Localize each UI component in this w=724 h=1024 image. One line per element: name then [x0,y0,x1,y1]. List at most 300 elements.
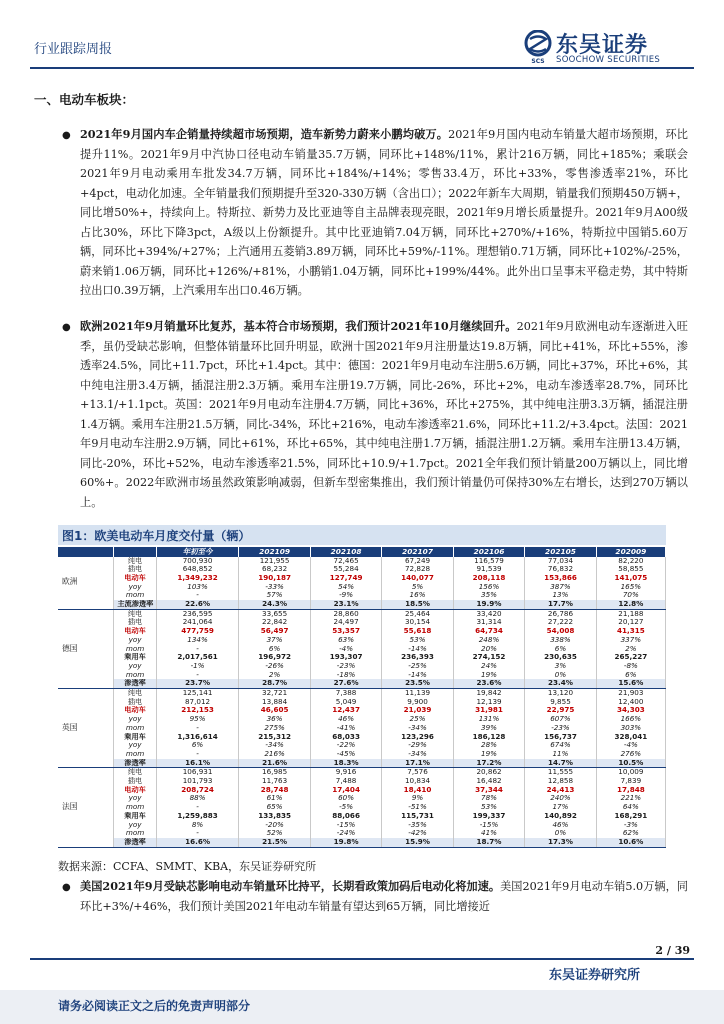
footer-band [0,990,724,1024]
table-cell: 78% [453,794,524,803]
table-row [58,671,666,680]
table-cell: 674% [525,741,596,750]
table-cell: 648,852 [156,565,239,574]
table-cell: - [156,671,239,680]
table-cell: -29% [382,741,453,750]
row-label: 纯电 [114,768,156,777]
table-cell: 18,410 [382,786,453,795]
table-cell: 31,314 [453,618,524,627]
table-cell: 68,033 [310,733,381,742]
table-row [58,794,666,803]
table-cell: -33% [239,583,310,592]
table-cell: 16.6% [156,838,239,847]
paragraph-domestic [80,125,688,301]
column-header: 202108 [310,547,381,557]
column-header: 202105 [525,547,596,557]
region-label: 欧洲 [58,557,114,610]
table-cell: 27.6% [310,679,381,688]
table-cell: 46% [310,715,381,724]
table-cell: 133,835 [239,812,310,821]
row-label: 插电 [114,698,156,707]
table-cell: 166% [596,715,665,724]
table-cell: 5,049 [310,698,381,707]
table-cell: 39% [453,724,524,733]
table-row [58,777,666,786]
table-cell: 53% [453,803,524,812]
table-row [58,689,666,698]
table-cell: -15% [310,821,381,830]
table-cell: 65% [239,803,310,812]
table-cell: 18.5% [382,600,453,609]
table-cell: 141,075 [596,574,665,583]
table-cell: 21.5% [239,838,310,847]
table-row [58,786,666,795]
table-row [58,829,666,838]
table-cell: 21,188 [596,609,665,618]
section-title: 一、电动车板块： [34,92,135,107]
paragraph-lead: 2021年9月国内车企销量持续超市场预期，造车新势力蔚来小鹏均破万。 [80,127,449,141]
table-cell: 16,985 [239,768,310,777]
table-cell: 387% [525,583,596,592]
table-cell: 53,357 [310,627,381,636]
row-label: 渗透率 [114,838,156,847]
table-cell: 12,858 [525,777,596,786]
table-row [58,679,666,688]
table-cell: 153,866 [525,574,596,583]
table-row [58,583,666,592]
table-row [58,627,666,636]
row-label: mom [114,724,156,733]
disclaimer-link[interactable]: 请务必阅读正文之后的免责声明部分 [58,999,251,1013]
table-cell: 33,420 [453,609,524,618]
table-cell: 22.6% [156,600,239,609]
ev-delivery-table [58,547,666,848]
table-cell: 24,497 [310,618,381,627]
paragraph-lead: 美国2021年9月受缺芯影响电动车销量环比持平，长期看政策加码后电动化将加速。 [80,879,501,893]
table-cell: 37% [239,636,310,645]
table-cell: 24% [453,662,524,671]
table-cell: 236,595 [156,609,239,618]
table-cell: 125,141 [156,689,239,698]
table-cell: 131% [453,715,524,724]
table-cell: 67,249 [382,557,453,566]
table-cell: 208,118 [453,574,524,583]
table-cell: 0% [525,671,596,680]
table-cell: 24,413 [525,786,596,795]
row-label: yoy [114,583,156,592]
brand-logo [524,28,694,68]
table-row [58,821,666,830]
table-cell: 19.8% [310,838,381,847]
table-cell: 17% [525,803,596,812]
table-cell: -34% [382,750,453,759]
row-label: yoy [114,662,156,671]
table-cell: 101,793 [156,777,239,786]
table-cell: 55,618 [382,627,453,636]
table-cell: -20% [239,821,310,830]
table-cell: 72,828 [382,565,453,574]
table-cell: 19,842 [453,689,524,698]
table-cell: 17.2% [453,759,524,768]
row-label: mom [114,671,156,680]
table-row [58,653,666,662]
table-cell: 10,009 [596,768,665,777]
table-cell: 21.6% [239,759,310,768]
table-cell: 16,482 [453,777,524,786]
table-cell: 19.9% [453,600,524,609]
row-label: mom [114,829,156,838]
table-cell: 23.1% [310,600,381,609]
table-cell: 87,012 [156,698,239,707]
table-cell: - [156,829,239,838]
table-row [58,609,666,618]
table-cell: -5% [310,803,381,812]
table-cell: 12,400 [596,698,665,707]
table-cell: 41% [453,829,524,838]
table-cell: 70% [596,591,665,600]
table-cell: -1% [156,662,239,671]
row-label: 主流渗透率 [114,600,156,609]
table-cell: 32,721 [239,689,310,698]
table-cell: 25% [382,715,453,724]
table-row [58,645,666,654]
table-cell: 19% [453,750,524,759]
table-cell: 64,734 [453,627,524,636]
table-cell: -23% [310,662,381,671]
table-cell: 63% [310,636,381,645]
table-cell: 15.6% [596,679,665,688]
table-cell: 68,232 [239,565,310,574]
table-cell: 212,153 [156,706,239,715]
page-number: 2 / 39 [655,944,690,957]
table-row [58,812,666,821]
table-cell: 54,008 [525,627,596,636]
row-label: yoy [114,794,156,803]
table-cell: 26,786 [525,609,596,618]
table-row [58,803,666,812]
table-cell: 477,759 [156,627,239,636]
table-cell: 10,834 [382,777,453,786]
table-cell: 20% [453,645,524,654]
table-cell: -35% [382,821,453,830]
table-cell: 20,127 [596,618,665,627]
table-cell: -22% [310,741,381,750]
table-cell: 27,222 [525,618,596,627]
row-label: 插电 [114,565,156,574]
table-cell: -25% [382,662,453,671]
table-cell: 134% [156,636,239,645]
table-cell: 12.8% [596,600,665,609]
table-row [58,618,666,627]
table-cell: -34% [382,724,453,733]
table-row [58,557,666,566]
table-cell: 18.3% [310,759,381,768]
table-cell: 16% [382,591,453,600]
table-cell: 0% [525,829,596,838]
table-cell: 28.7% [239,679,310,688]
table-cell: 16.1% [156,759,239,768]
table-cell: 338% [525,636,596,645]
table-cell: 91,539 [453,565,524,574]
table-cell: 17.7% [525,600,596,609]
table-cell: 24.3% [239,600,310,609]
table-cell: 275% [239,724,310,733]
brand-name-en: SOOCHOW SECURITIES [556,55,661,65]
bullet-icon: ● [62,130,71,141]
table-cell: 23.5% [382,679,453,688]
table-cell: 12,437 [310,706,381,715]
table-cell: - [156,591,239,600]
row-label: mom [114,750,156,759]
table-cell: 13,120 [525,689,596,698]
table-cell: 7,388 [310,689,381,698]
footer-rule [30,958,694,960]
table-row [58,636,666,645]
row-label: yoy [114,715,156,724]
table-cell: 116,579 [453,557,524,566]
row-label: mom [114,803,156,812]
table-cell: 196,972 [239,653,310,662]
brand-name-cn: 东吴证券 [556,33,649,58]
bullet-icon: ● [62,882,71,893]
table-cell: 700,930 [156,557,239,566]
table-cell: -4% [596,741,665,750]
paragraph-usa [80,877,688,916]
table-cell: 21,903 [596,689,665,698]
region-label: 德国 [58,609,114,688]
table-cell: 52% [239,829,310,838]
footer-org: 东吴证券研究所 [548,968,640,983]
table-cell: 3% [525,662,596,671]
table-cell: 230,635 [525,653,596,662]
column-header: 202009 [596,547,665,557]
table-cell: 2% [596,645,665,654]
table-cell: 22,975 [525,706,596,715]
row-label: 渗透率 [114,759,156,768]
table-cell: 236,393 [382,653,453,662]
table-cell: 2,017,561 [156,653,239,662]
paragraph-europe [80,317,688,512]
table-cell: 303% [596,724,665,733]
column-header: 202107 [382,547,453,557]
table-cell: 37,344 [453,786,524,795]
table-cell: 9% [382,794,453,803]
table-cell: 193,307 [310,653,381,662]
table-cell: 240% [525,794,596,803]
table-cell: 11,555 [525,768,596,777]
table-cell: 23.7% [156,679,239,688]
table-cell: - [156,803,239,812]
table-cell: -9% [310,591,381,600]
table-cell: 265,227 [596,653,665,662]
column-header: 年初至今 [156,547,239,557]
table-cell: - [156,724,239,733]
table-cell: 46% [525,821,596,830]
table-cell: 216% [239,750,310,759]
table-cell: 28,860 [310,609,381,618]
table-cell: 19% [453,671,524,680]
table-cell: 123,296 [382,733,453,742]
header-rule [30,67,694,69]
row-label: mom [114,591,156,600]
brand-mark-text: SCS [531,58,545,64]
table-cell: 186,128 [453,733,524,742]
table-cell: 41,315 [596,627,665,636]
table-cell: 95% [156,715,239,724]
row-label: mom [114,645,156,654]
table-cell: -45% [310,750,381,759]
row-label: 插电 [114,777,156,786]
paragraph-body: 美国2021年9月电动车销5.0万辆，同环比+3%/+46%，我们预计美国2021年电动车销量有望达到65万辆，同比增接近 [80,880,688,913]
row-label: 渗透率 [114,679,156,688]
table-cell: -42% [382,829,453,838]
table-cell: 57% [239,591,310,600]
table-cell: 1,316,614 [156,733,239,742]
table-cell: 156,737 [525,733,596,742]
row-label: yoy [114,821,156,830]
table-cell: -4% [310,645,381,654]
table-cell: 156% [453,583,524,592]
table-cell: 53% [382,636,453,645]
table-cell: 22,842 [239,618,310,627]
table-cell: 9,916 [310,768,381,777]
table-cell: 10.5% [596,759,665,768]
row-label: yoy [114,741,156,750]
table-cell: 1,349,232 [156,574,239,583]
row-label: 乘用车 [114,733,156,742]
table-cell: -51% [382,803,453,812]
table-row [58,662,666,671]
table-cell: 11,763 [239,777,310,786]
table-cell: 34,303 [596,706,665,715]
table-cell: -15% [453,821,524,830]
table-cell: 18.7% [453,838,524,847]
table-cell: -18% [310,671,381,680]
region-label: 英国 [58,689,114,768]
table-cell: -23% [525,724,596,733]
table-cell: 17.1% [382,759,453,768]
table-row [58,759,666,768]
table-cell: 77,034 [525,557,596,566]
table-cell: 6% [156,741,239,750]
table-cell: 58,855 [596,565,665,574]
table-cell: 23.4% [525,679,596,688]
table-cell: 72,465 [310,557,381,566]
table-cell: 25,464 [382,609,453,618]
row-label: 电动车 [114,574,156,583]
table-cell: 13,884 [239,698,310,707]
row-label: 插电 [114,618,156,627]
row-label: 纯电 [114,557,156,566]
row-label: 乘用车 [114,812,156,821]
table-cell: -14% [382,645,453,654]
table-cell: 9,855 [525,698,596,707]
table-cell: 607% [525,715,596,724]
table-cell: 115,731 [382,812,453,821]
table-row [58,741,666,750]
table-cell: 28,748 [239,786,310,795]
table-cell: 1,259,883 [156,812,239,821]
paragraph-lead: 欧洲2021年9月销量环比复苏，基本符合市场预期，我们预计2021年10月继续回升。 [80,319,517,333]
table-cell: 248% [453,636,524,645]
table-cell: -34% [239,741,310,750]
table-cell: 17.3% [525,838,596,847]
table-cell: 127,749 [310,574,381,583]
table-cell: 11% [525,750,596,759]
table-cell: 208,724 [156,786,239,795]
table-cell: 199,337 [453,812,524,821]
table-cell: 241,064 [156,618,239,627]
table-row [58,733,666,742]
report-type: 行业跟踪周报 [34,42,113,57]
table-row [58,591,666,600]
table-cell: 106,931 [156,768,239,777]
table-cell: 23.6% [453,679,524,688]
row-label: 纯电 [114,689,156,698]
table-cell: -3% [596,821,665,830]
table-cell: 168,291 [596,812,665,821]
figure-caption [58,525,666,545]
table-cell: 7,576 [382,768,453,777]
table-row [58,600,666,609]
source-note: 数据来源：CCFA、SMMT、KBA，东吴证券研究所 [58,860,317,873]
table-cell: 2% [239,671,310,680]
table-cell: 12,139 [453,698,524,707]
table-cell: 20,862 [453,768,524,777]
table-cell: 76,832 [525,565,596,574]
column-header [58,547,114,557]
table-cell: 62% [596,829,665,838]
table-cell: 6% [239,645,310,654]
table-cell: 215,312 [239,733,310,742]
table-cell: 46,605 [239,706,310,715]
table-cell: 15.9% [382,838,453,847]
table-cell: 82,220 [596,557,665,566]
region-label: 法国 [58,768,114,847]
table-cell: 30,154 [382,618,453,627]
table-cell: 8% [156,821,239,830]
table-cell: 274,152 [453,653,524,662]
table-cell: 56,497 [239,627,310,636]
table-row [58,574,666,583]
table-cell: 7,488 [310,777,381,786]
table-cell: 17,848 [596,786,665,795]
paragraph-body: 2021年9月欧洲电动车逐渐进入旺季，虽仍受缺芯影响，但整体销量环比回升明显，欧洲十国2021年9月注册量达19.8万辆，同比+41%，环比+55%，渗透率24.5%，同比+11.7pct，环比+1.4pct。其中：德国：2021年9月电动车注册5.6万辆，同比+37%，环比+6%，其中纯电注册3.4万辆，插混注册2.3万辆。乘用车注册19.7万辆，同比-26%，环比+2%，电动车渗透率28.7%，同环比+13.1/+1.1pct。英国：2021年9月电动车注册4.7万辆，同比+36%，环比+275%，其中纯电注册3.3万辆，插混注册1.4万辆。乘用车注册21.5万辆，同比-34%，环比+216%，电动车渗透率21.6%，同环比+11.2/+3.4pct。法国：2021年9月电动车注册2.9万辆，同比+61%，环比+65%，其中纯电注册1.7万辆，插混注册1.2万辆。乘用车注册13.4万辆，同比-20%，环比+52%，电动车渗透率21.5%，同环比+10.9/+1.7pct。2021全年我们预计销量200万辆以上，同比增60%+。2022年欧洲市场虽然政策影响减弱，但新车型密集推出，我们预计销量仍可保持30%左右增长，达到270万辆以上。 [80,320,688,509]
table-row [58,715,666,724]
table-cell: 328,041 [596,733,665,742]
row-label: 电动车 [114,786,156,795]
table-cell: 88% [156,794,239,803]
table-cell: 35% [453,591,524,600]
column-header [114,547,156,557]
table-cell: - [156,750,239,759]
column-header: 202106 [453,547,524,557]
paragraph-body: 2021年9月国内电动车销量大超市场预期，环比提升11%。2021年9月中汽协口径电动车销量35.7万辆，同环比+148%/11%，累计216万辆，同比+185%；乘联会2021年9月电动乘用车批发34.7万辆，同环比+184%/+14%；零售33.4万，环比+33%，零售渗透率21%，环比+4pct，电动化加速。全年销量我们预期提升至320-330万辆（含出口）；2022年新车大周期，销量我们预期450万辆+，同比增50%+，持续向上。特斯拉、新势力及比亚迪等自主品牌表现亮眼，2021年9月增长质量提升。2021年9月A00级占比30%，环比下降3pct，A级以上份额提升。其中比亚迪销7.04万辆，同环比+270%/+16%，特斯拉中国销5.60万辆，同环比+394%/+27%；上汽通用五菱销3.89万辆，同环比+59%/-11%。理想销0.71万辆，同环比+102%/-25%，蔚来销1.06万辆，同环比+126%/+81%，小鹏销1.04万辆，同环比+199%/44%。此外出口呈事末平稳走势，其中特斯拉出口0.39万辆，上汽乘用车出口0.46万辆。 [80,128,688,297]
table-cell: 55,284 [310,565,381,574]
table-cell: 9,900 [382,698,453,707]
table-cell: 140,892 [525,812,596,821]
bullet-icon: ● [62,322,71,333]
column-header: 202109 [239,547,310,557]
brand-mark-icon [524,30,552,64]
table-cell: -26% [239,662,310,671]
row-label: 纯电 [114,609,156,618]
table-cell: 60% [310,794,381,803]
table-cell: 276% [596,750,665,759]
table-cell: 103% [156,583,239,592]
table-cell: 165% [596,583,665,592]
table-cell: 88,066 [310,812,381,821]
